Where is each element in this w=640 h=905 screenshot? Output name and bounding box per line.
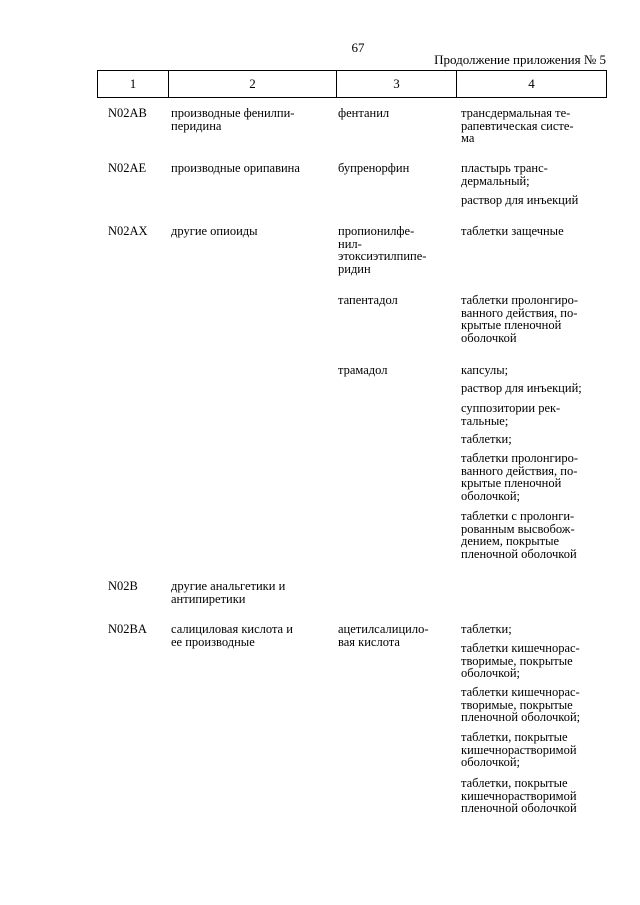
continuation-label: Продолжение приложения № 5 [434,52,606,67]
dosage-form: раствор для инъекций [461,193,579,207]
drug-name: ацетилсалицило- вая кислота [338,622,429,649]
atc-group: другие анальгетики и антипиретики [171,579,286,606]
dosage-form: таблетки защечные [461,224,564,238]
dosage-form: таблетки кишечнорас- творимые, покрытые оболочкой; [461,641,580,681]
drug-name: трамадол [338,363,388,377]
dosage-form: таблетки пролонгиро- ванного действия, по- крытые пленочной оболочкой; [461,451,579,503]
page-number: 67 [351,40,365,55]
dosage-form: таблетки; [461,622,512,636]
atc-group: салициловая кислота и ее производные [171,622,293,649]
atc-code: N02B [108,579,138,593]
atc-group: производные орипавина [171,161,300,175]
dosage-form: суппозитории рек- тальные; [461,401,561,428]
dosage-form: таблетки пролонгиро- ванного действия, по- крытые пленочной оболочкой [461,293,579,345]
dosage-form: пластырь транс- дермальный; [461,161,548,188]
column-header-table [97,70,607,98]
dosage-form: таблетки, покрытые кишечнорастворимой пленочной оболочкой [461,776,577,816]
dosage-form: трансдермальная те- рапевтическая систе- ма [461,106,574,146]
header-cell: 3 [337,71,457,98]
drug-name: пропионилфе- нил- этоксиэтилпипе- ридин [338,224,427,276]
atc-group: другие опиоиды [171,224,258,238]
header-row [98,71,607,98]
atc-code: N02BA [108,622,147,636]
dosage-form: капсулы; [461,363,509,377]
atc-code: N02AE [108,161,147,175]
header-cell: 1 [98,71,169,98]
drug-name: тапентадол [338,293,398,307]
header-cell: 2 [169,71,337,98]
dosage-form: таблетки; [461,432,512,446]
drug-name: бупренорфин [338,161,410,175]
dosage-form: таблетки с пролонги- рованным высвобож- дением, покрытые пленочной оболочкой [461,509,577,561]
dosage-form: таблетки кишечнорас- творимые, покрытые пленочной оболочкой; [461,685,581,725]
dosage-form: таблетки, покрытые кишечнорастворимой оболочкой; [461,730,577,770]
header-cell: 4 [457,71,607,98]
dosage-form: раствор для инъекций; [461,381,582,395]
drug-name: фентанил [338,106,390,120]
atc-group: производные фенилпи- перидина [171,106,295,133]
atc-code: N02AB [108,106,147,120]
atc-code: N02AX [108,224,148,238]
